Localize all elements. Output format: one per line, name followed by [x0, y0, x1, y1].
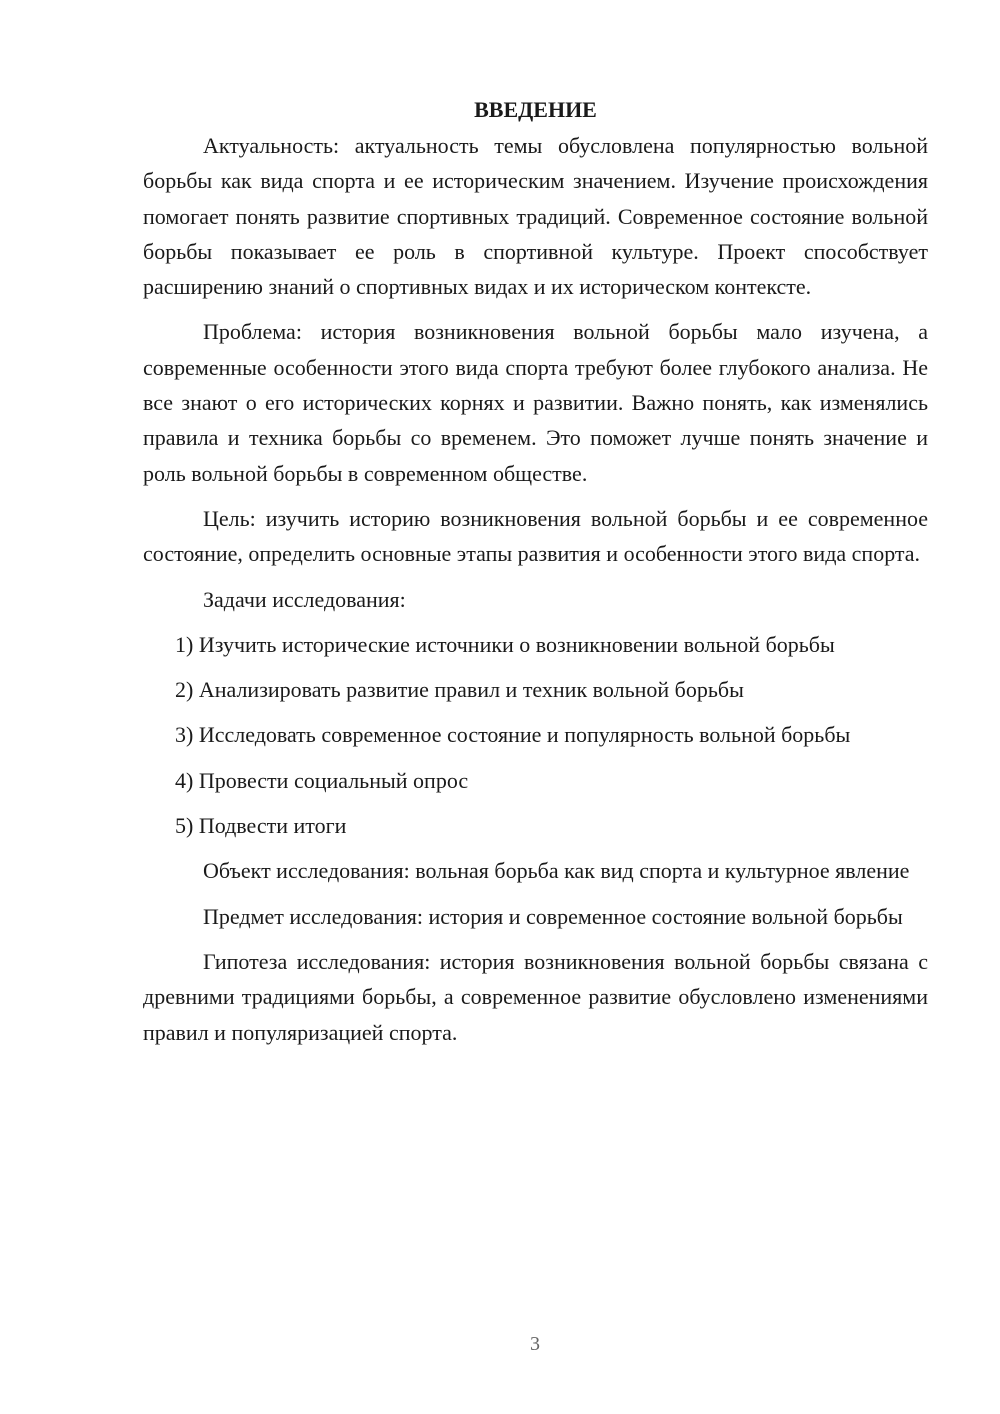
hypothesis-paragraph: Гипотеза исследования: история возникновения вольной борьбы связана с древними традициями борьбы, а современное развитие обусловлено изменениями правил и популяризацией спорта.	[143, 948, 928, 1045]
problem-paragraph: Проблема: история возникновения вольной борьбы мало изучена, а современные особенности этого вида спорта требуют более глубокого анализа. Не все знают о его исторических корнях и развитии. Важно понять, как изменялись правила и техника борьбы со временем. Это поможет лучше понять значение и роль вольной борьбы в современном обществе.	[143, 319, 928, 486]
section-heading: ВВЕДЕНИЕ	[474, 97, 597, 122]
task-item-2: 2) Анализировать развитие правил и техник вольной борьбы	[175, 677, 744, 703]
task-item-4: 4) Провести социальный опрос	[175, 767, 469, 793]
tasks-title: Задачи исследования:	[203, 586, 406, 612]
page-number: 3	[530, 1333, 540, 1355]
task-item-1: 1) Изучить исторические источники о возникновении вольной борьбы	[175, 631, 835, 657]
task-item-3: 3) Исследовать современное состояние и популярность вольной борьбы	[175, 722, 851, 748]
task-item-5: 5) Подвести итоги	[175, 813, 347, 839]
relevance-paragraph: Актуальность: актуальность темы обусловлена популярностью вольной борьбы как вида спорта и ее историческим значением. Изучение происхождения помогает понять развитие спортивных традиций. Современное состояние вольной борьбы показывает ее роль в спортивной культуре. Проект способствует расширению знаний о спортивных видах и их историческом контексте.	[143, 133, 928, 300]
subject-paragraph: Предмет исследования: история и современное состояние вольной борьбы	[203, 903, 903, 929]
object-paragraph: Объект исследования: вольная борьба как вид спорта и культурное явление	[203, 858, 910, 884]
goal-paragraph: Цель: изучить историю возникновения вольной борьбы и ее современное состояние, определить основные этапы развития и особенности этого вида спорта.	[143, 505, 928, 567]
document-page	[143, 92, 928, 1060]
